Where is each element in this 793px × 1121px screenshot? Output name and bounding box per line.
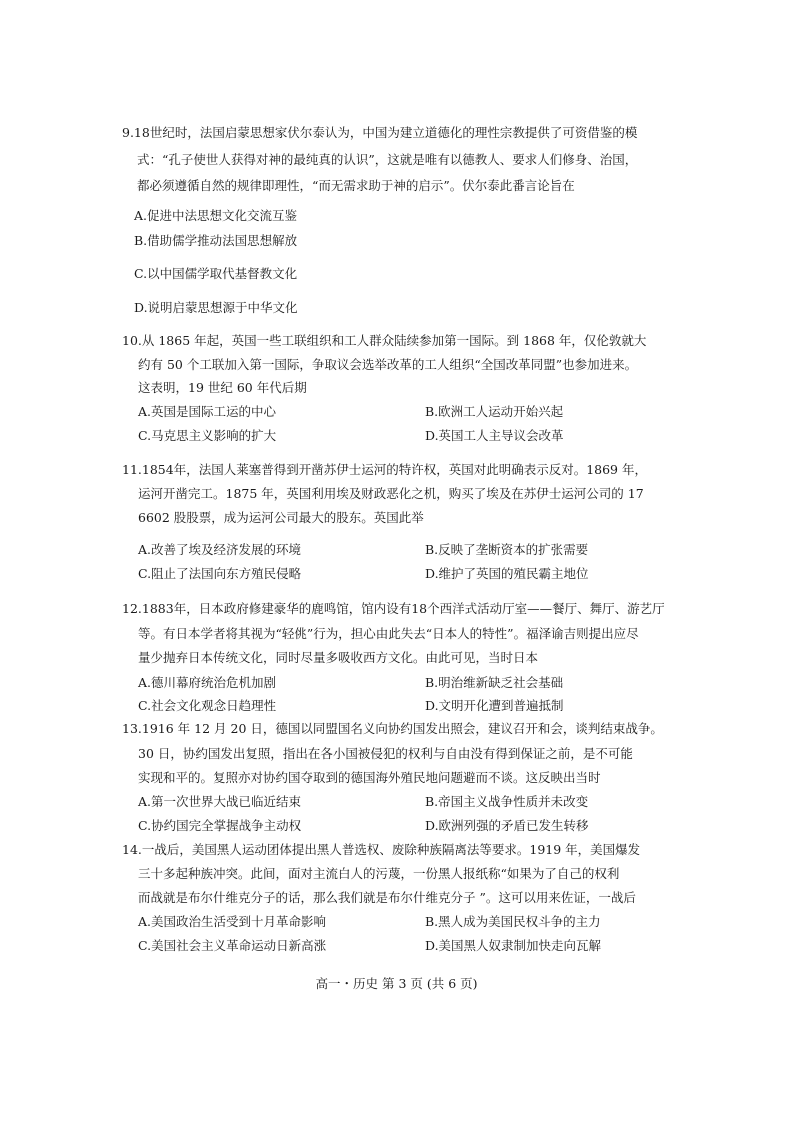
option-c: C.以中国儒学取代基督教文化 [134,266,298,281]
option-a: A.美国政治生活受到十月革命影响 [138,914,327,929]
question-stem-line: 三十多起种族冲突。此间，面对主流白人的污蔑，一份黑人报纸称“如果为了自己的权利 [138,866,620,881]
question-stem-line: 12.1883年，日本政府修建豪华的鹿鸣馆，馆内设有18个西洋式活动厅室——餐厅、舞厅、游艺厅 [122,601,665,616]
option-a: A.第一次世界大战已临近结束 [138,794,302,809]
page-footer: 高一・历史 第 3 页 (共 6 页) [315,976,478,991]
option-c: C.马克思主义影响的扩大 [138,428,277,443]
option-b: B.反映了垄断资本的扩张需要 [425,542,589,557]
option-c: C.美国社会主义革命运动日新高涨 [138,938,327,953]
question-stem-line: 10.从 1865 年起，英国一些工联组织和工人群众陆续参加第一国际。到 1868 年，仅伦敦就大 [122,333,647,348]
option-a: A.促进中法思想文化交流互鉴 [134,208,298,223]
option-d: D.说明启蒙思想源于中华文化 [134,300,298,315]
question-stem-line: 13.1916 年 12 月 20 日，德国以同盟国名义向协约国发出照会，建议召开和会，谈判结束战争。 [122,721,663,736]
question-stem-line: 14.一战后，美国黑人运动团体提出黑人普选权、废除种族隔离法等要求。1919 年，美国爆发 [122,842,641,857]
option-d: D.维护了英国的殖民霸主地位 [425,566,589,581]
option-d: D.文明开化遭到普遍抵制 [425,698,564,713]
question-stem-line: 等。有日本学者将其视为“轻佻”行为，担心由此失去“日本人的特性”。福泽谕吉则提出应尽 [138,626,639,641]
question-stem-line: 而战就是布尔什维克分子的话，那么我们就是布尔什维克分子 ”。这可以用来佐证，一战后 [138,890,636,905]
option-c: C.阻止了法国向东方殖民侵略 [138,566,302,581]
question-stem-line: 量少抛弃日本传统文化，同时尽量多吸收西方文化。由此可见，当时日本 [138,650,539,665]
option-a: A.德川幕府统治危机加剧 [138,675,277,690]
option-b: B.帝国主义战争性质并未改变 [425,794,589,809]
option-b: B.明治维新缺乏社会基础 [425,675,564,690]
question-stem-line: 6602 股股票，成为运河公司最大的股东。英国此举 [138,510,424,525]
option-b: B.借助儒学推动法国思想解放 [134,233,298,248]
option-d: D.英国工人主导议会改革 [425,428,564,443]
question-stem-line: 约有 50 个工联加入第一国际，争取议会选举改革的工人组织“全国改革同盟”也参加进来。 [138,357,638,372]
question-stem-line: 式：“孔子使世人获得对神的最纯真的认识”，这就是唯有以德教人、要求人们修身、治国， [137,152,638,167]
question-stem-line: 实现和平的。复照亦对协约国夺取到的德国海外殖民地问题避而不谈。这反映出当时 [138,770,601,785]
option-d: D.美国黑人奴隶制加快走向瓦解 [425,938,602,953]
question-stem-line: 30 日，协约国发出复照，指出在各小国被侵犯的权利与自由没有得到保证之前，是不可能 [138,746,633,761]
option-a: A.改善了埃及经济发展的环境 [138,542,302,557]
question-stem-line: 这表明，19 世纪 60 年代后期 [138,380,307,395]
question-stem-line: 11.1854年，法国人莱塞普得到开凿苏伊士运河的特许权，英国对此明确表示反对。1869 年， [122,462,647,477]
question-stem-line: 运河开凿完工。1875 年，英国利用埃及财政恶化之机，购买了埃及在苏伊士运河公司的 17 [138,486,644,501]
option-d: D.欧洲列强的矛盾已发生转移 [425,818,589,833]
option-a: A.英国是国际工运的中心 [138,404,277,419]
option-b: B.黑人成为美国民权斗争的主力 [425,914,601,929]
question-stem-line: 9.18世纪时，法国启蒙思想家伏尔泰认为，中国为建立道德化的理性宗教提供了可资借鉴的模 [122,125,638,140]
option-c: C.协约国完全掌握战争主动权 [138,818,302,833]
question-stem-line: 都必须遵循自然的规律即理性，“而无需求助于神的启示”。伏尔泰此番言论旨在 [137,178,575,193]
option-b: B.欧洲工人运动开始兴起 [425,404,564,419]
option-c: C.社会文化观念日趋理性 [138,698,277,713]
